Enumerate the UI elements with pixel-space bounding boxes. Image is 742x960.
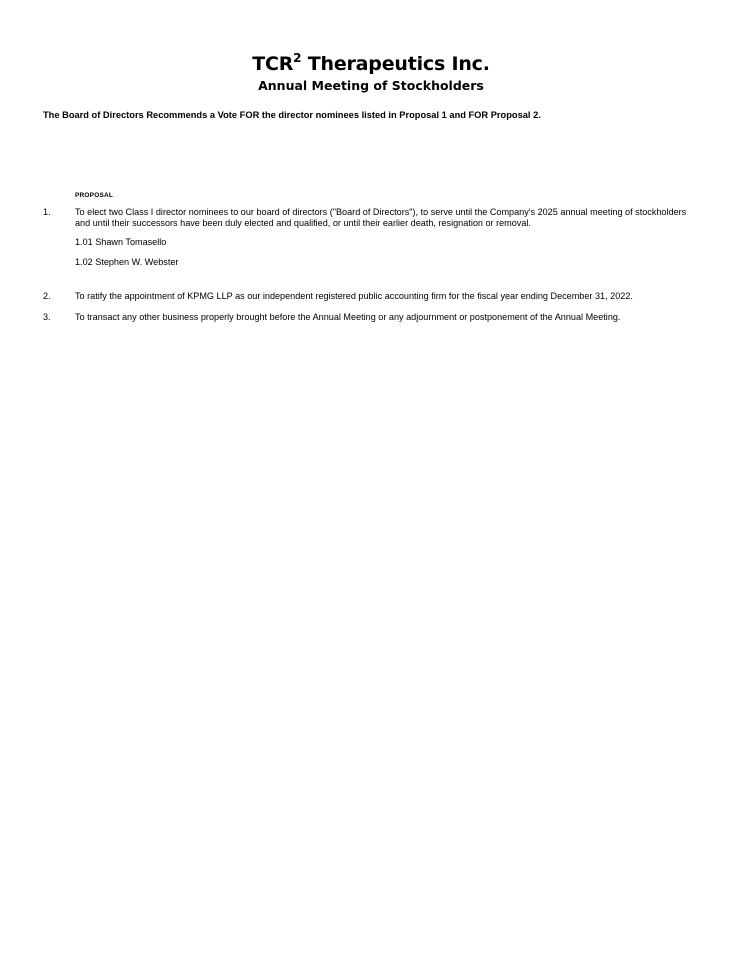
nominee-2: 1.02 Stephen W. Webster — [75, 257, 179, 267]
proposal-text: To elect two Class I director nominees to our board of directors ("Board of Directors"), to serve until the Company's 2025 annual meeting of stockholders and until their successors have been duly elected and qualified, or until their earlier death, resignation or removal. — [75, 207, 687, 228]
company-name-superscript: 2 — [293, 50, 302, 65]
board-recommendation: The Board of Directors Recommends a Vote FOR the director nominees listed in Proposal 1 and FOR Proposal 2. — [43, 110, 541, 120]
proposal-text: To transact any other business properly brought before the Annual Meeting or any adjournment or postponement of the Annual Meeting. — [75, 312, 621, 322]
nominee-1: 1.01 Shawn Tomasello — [75, 237, 167, 247]
proposal-item-3 — [43, 312, 693, 323]
proposal-item-2 — [43, 291, 693, 302]
proposal-number: 1. — [43, 207, 51, 217]
company-name-suffix: Therapeutics Inc. — [301, 53, 490, 75]
proposal-number: 2. — [43, 291, 51, 301]
proposal-number: 3. — [43, 312, 51, 322]
company-name — [0, 52, 742, 76]
proposal-column-heading: PROPOSAL — [75, 192, 114, 199]
meeting-title: Annual Meeting of Stockholders — [258, 78, 484, 93]
company-name-base: TCR — [252, 53, 294, 75]
proposal-text: To ratify the appointment of KPMG LLP as our independent registered public accounting firm for the fiscal year ending December 31, 2022. — [75, 291, 633, 301]
proposal-item-1 — [43, 207, 693, 228]
document-header — [0, 52, 742, 95]
